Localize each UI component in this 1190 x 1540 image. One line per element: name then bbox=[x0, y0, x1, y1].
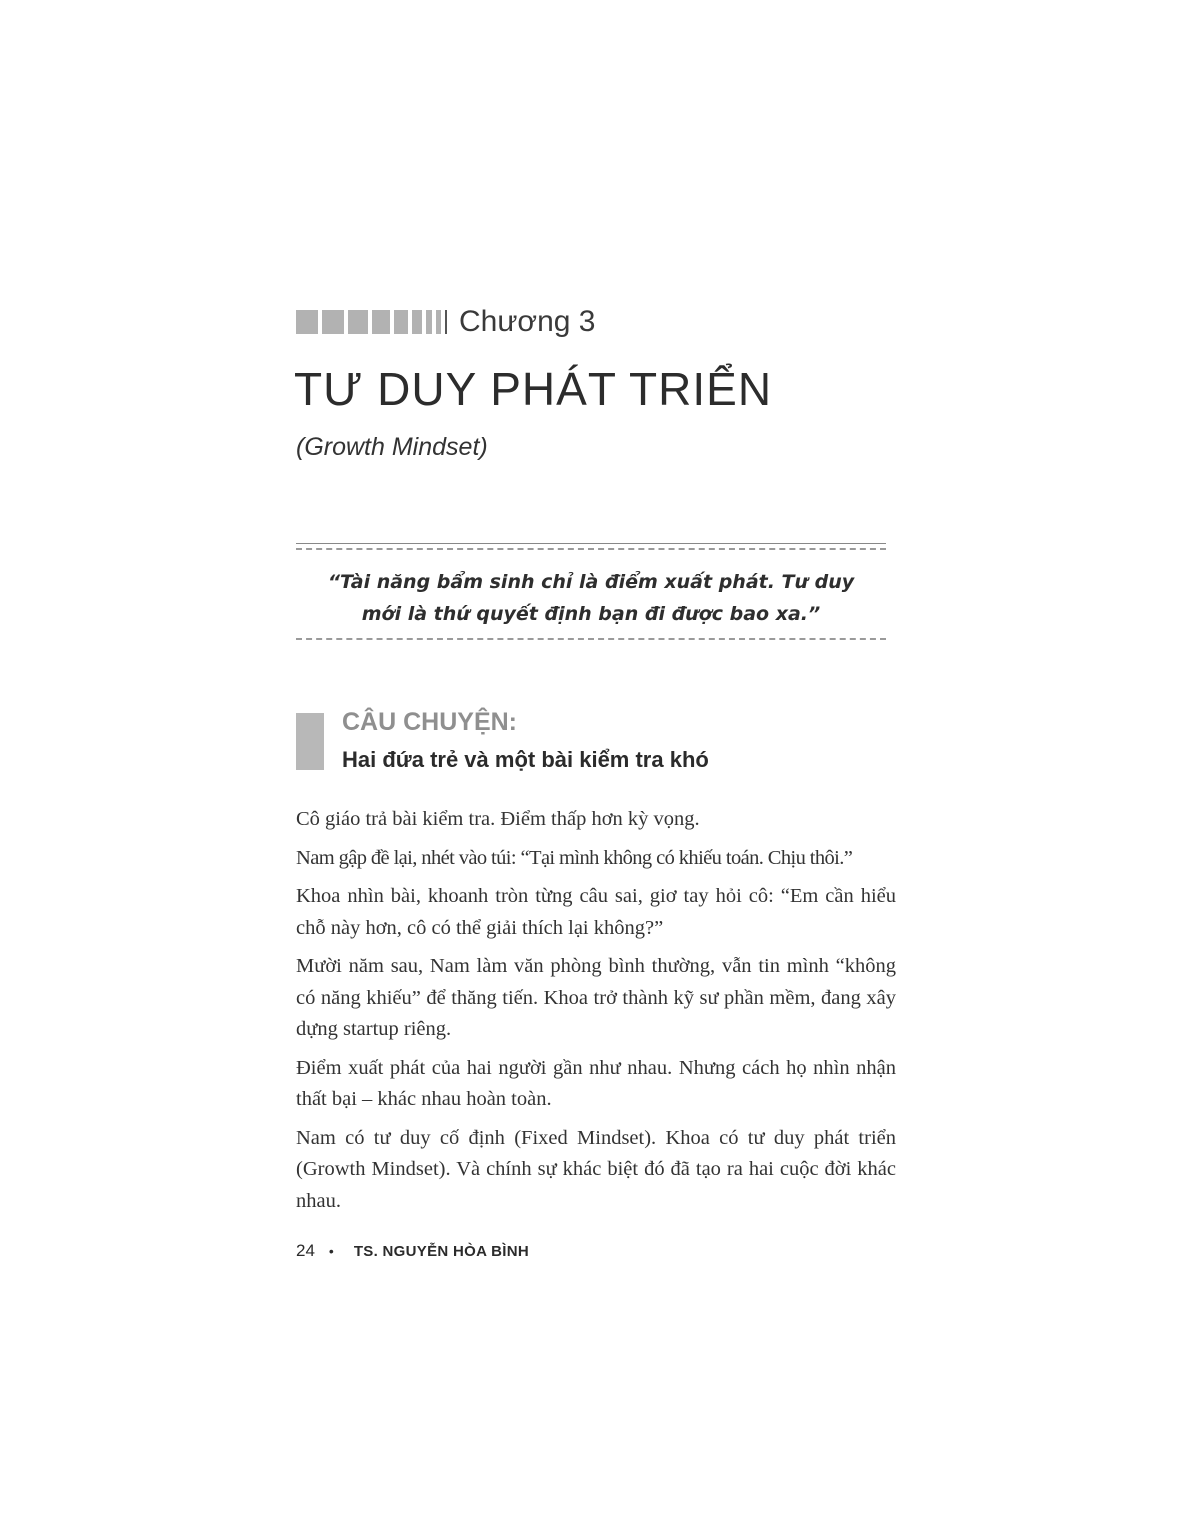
footer-separator: • bbox=[328, 1243, 334, 1259]
decor-block bbox=[394, 310, 408, 334]
decor-block bbox=[296, 310, 318, 334]
story-kicker: CÂU CHUYỆN: bbox=[342, 708, 517, 736]
chapter-header bbox=[296, 305, 596, 338]
paragraph: Khoa nhìn bài, khoanh tròn từng câu sai, giơ tay hỏi cô: “Em cần hiểu chỗ này hơn, cô có thể giải thích lại không?” bbox=[296, 885, 896, 939]
paragraph: Nam có tư duy cố định (Fixed Mindset). Khoa có tư duy phát triển (Growth Mindset). Và chính sự khác biệt đó đã tạo ra hai cuộc đời khác nhau. bbox=[296, 1126, 896, 1212]
page-number: 24 bbox=[296, 1241, 315, 1260]
decor-block bbox=[436, 310, 441, 334]
chapter-title: TƯ DUY PHÁT TRIỂN bbox=[294, 363, 773, 415]
quote-bottom-dashed-rule bbox=[296, 638, 886, 640]
decor-block bbox=[322, 310, 344, 334]
story-marker-bar bbox=[296, 713, 324, 770]
decor-block bbox=[372, 310, 390, 334]
story-title: Hai đứa trẻ và một bài kiểm tra khó bbox=[342, 747, 709, 772]
quote-line: “Tài năng bẩm sinh chỉ là điểm xuất phát. Tư duy bbox=[327, 571, 855, 593]
page-footer bbox=[296, 1241, 529, 1261]
epigraph-quote bbox=[296, 566, 886, 630]
chapter-label: Chương 3 bbox=[459, 305, 596, 338]
body-text bbox=[296, 804, 896, 1224]
decor-divider bbox=[445, 310, 447, 334]
paragraph: Mười năm sau, Nam làm văn phòng bình thường, vẫn tin mình “không có năng khiếu” để thăng tiến. Khoa trở thành kỹ sư phần mềm, đang xây dựng startup riêng. bbox=[296, 955, 896, 1040]
footer-author: TS. NGUYỄN HÒA BÌNH bbox=[353, 1242, 529, 1260]
chapter-subtitle: (Growth Mindset) bbox=[296, 433, 488, 461]
chapter-decoration-blocks bbox=[296, 310, 447, 334]
decor-block bbox=[426, 310, 432, 334]
paragraph: Nam gập đề lại, nhét vào túi: “Tại mình không có khiếu toán. Chịu thôi.” bbox=[296, 846, 853, 869]
decor-block bbox=[348, 310, 368, 334]
decor-block bbox=[412, 310, 422, 334]
quote-line: mới là thứ quyết định bạn đi được bao xa.” bbox=[361, 603, 821, 625]
quote-top-rule bbox=[296, 543, 886, 544]
quote-top-dashed-rule bbox=[296, 548, 886, 550]
paragraph: Cô giáo trả bài kiểm tra. Điểm thấp hơn kỳ vọng. bbox=[296, 808, 700, 830]
paragraph: Điểm xuất phát của hai người gần như nhau. Nhưng cách họ nhìn nhận thất bại – khác nhau hoàn toàn. bbox=[296, 1056, 896, 1110]
